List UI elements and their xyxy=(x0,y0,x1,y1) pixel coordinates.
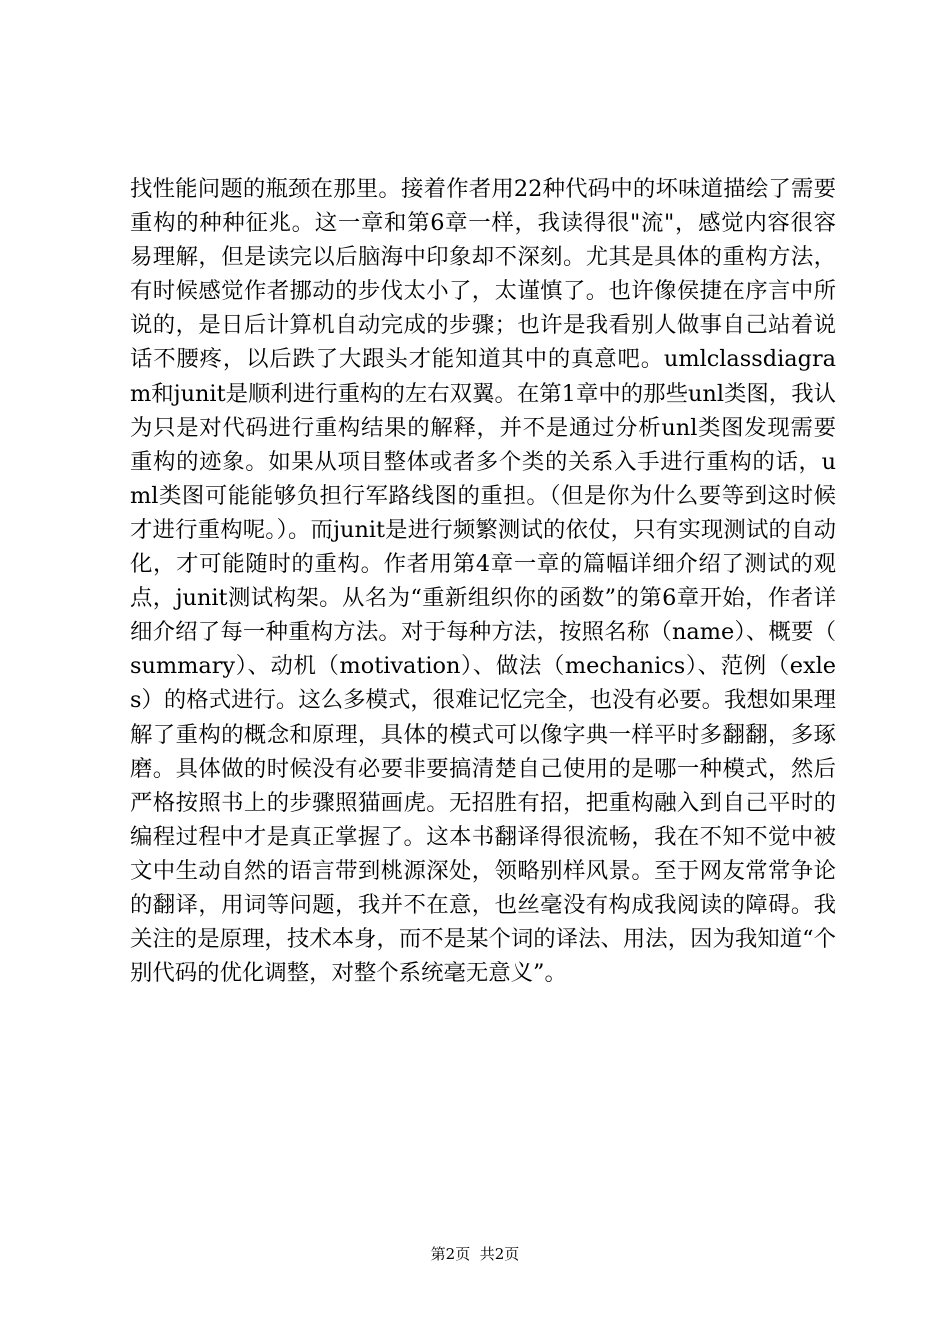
footer-separator xyxy=(470,1245,480,1263)
page-footer xyxy=(0,1244,950,1264)
page-number: 第2页 xyxy=(430,1245,471,1263)
page-total: 共2页 xyxy=(479,1245,520,1263)
body-paragraph: 找性能问题的瓶颈在那里。接着作者用22种代码中的坏味道描绘了需要重构的种种征兆。这一章和第6章一样，我读得很"流"，感觉内容很容易理解，但是读完以后脑海中印象却不深刻。尤其是具体的重构方法，有时候感觉作者挪动的步伐太小了，太谨慎了。也许像侯捷在序言中所说的，是日后计算机自动完成的步骤；也许是我看别人做事自己站着说话不腰疼，以后跌了大跟头才能知道其中的真意吧。umlclassdiagram和junit是顺利进行重构的左右双翼。在第1章中的那些unl类图，我认为只是对代码进行重构结果的解释，并不是通过分析unl类图发现需要重构的迹象。如果从项目整体或者多个类的关系入手进行重构的话，uml类图可能能够负担行军路线图的重担。（但是你为什么要等到这时候才进行重构呢。）。而junit是进行频繁测试的依仗，只有实现测试的自动化，才可能随时的重构。作者用第4章一章的篇幅详细介绍了测试的观点，junit测试构架。从名为“重新组织你的函数”的第6章开始，作者详细介绍了每一种重构方法。对于每种方法，按照名称（name）、概要（summary）、动机（motivation）、做法（mechanics）、范例（exles）的格式进行。这么多模式，很难记忆完全，也没有必要。我想如果理解了重构的概念和原理，具体的模式可以像字典一样平时多翻翻，多琢磨。具体做的时候没有必要非要搞清楚自己使用的是哪一种模式，然后严格按照书上的步骤照猫画虎。无招胜有招，把重构融入到自己平时的编程过程中才是真正掌握了。这本书翻译得很流畅，我在不知不觉中被文中生动自然的语言带到桃源深处，领略别样风景。至于网友常常争论的翻译，用词等问题，我并不在意，也丝毫没有构成我阅读的障碍。我关注的是原理，技术本身，而不是某个词的译法、用法，因为我知道“个别代码的优化调整，对整个系统毫无意义”。 xyxy=(130,176,836,987)
